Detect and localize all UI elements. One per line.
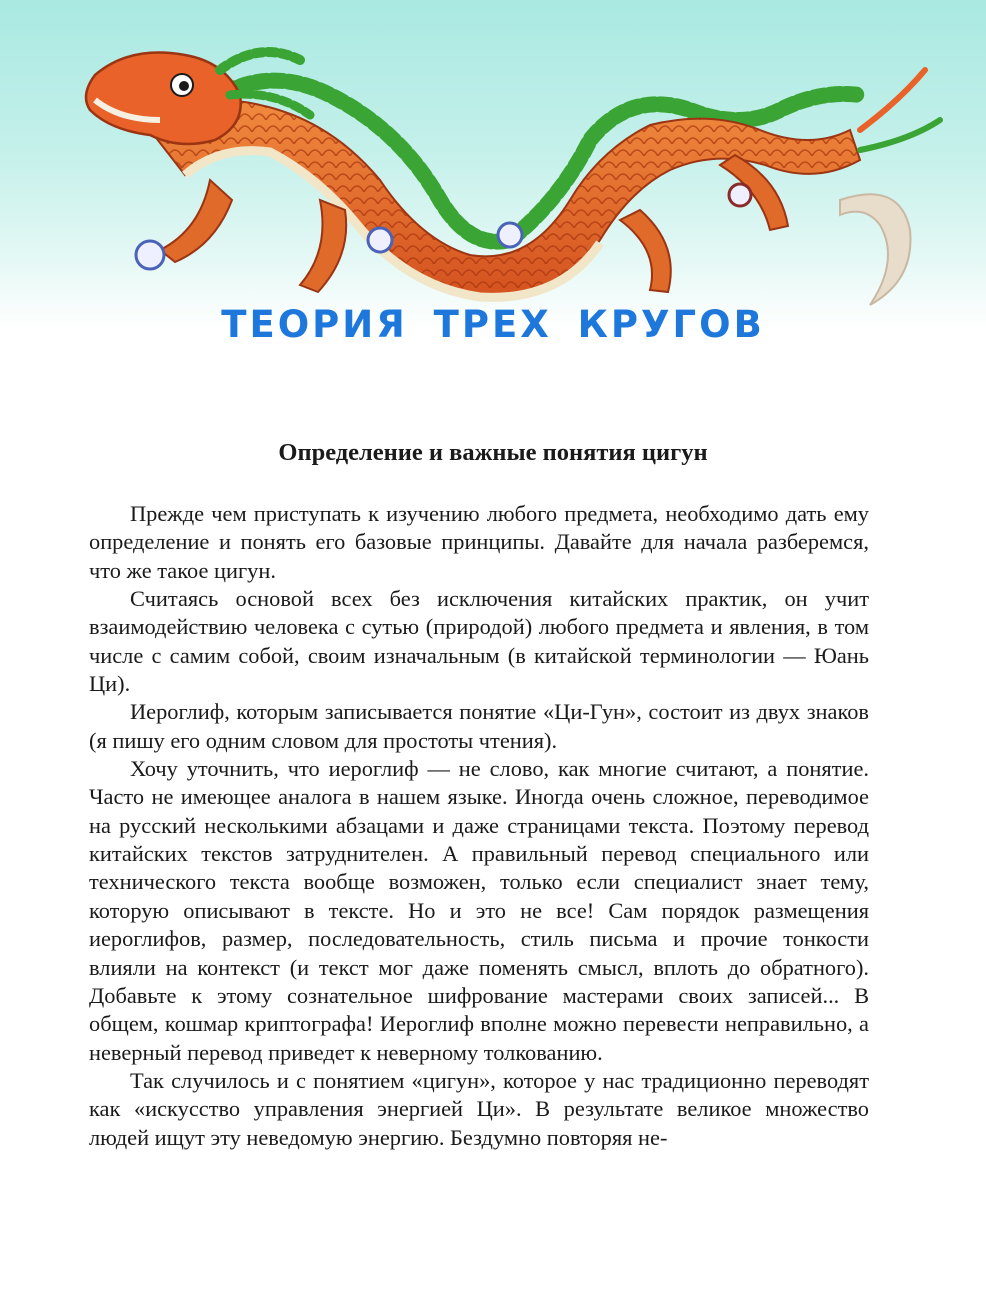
header-banner: [0, 0, 986, 330]
paragraph: Считаясь основой всех без исключения китайских практик, он учит взаимодействию человека с сутью (природой) любого предмета и явления, в том числе с самим собой, своим изначальным (в китайской терминологии — Юань Ци).: [89, 586, 869, 697]
chapter-title: ТЕОРИЯ ТРЕХ КРУГОВ: [221, 303, 765, 346]
paragraph: Так случилось и с понятием «цигун», которое у нас традиционно переводят как «искусство управления энергией Ци». В результате великое множество людей ищут эту неведомую энергию. Бездумно повторяя не-: [89, 1067, 869, 1150]
body-text: [89, 500, 869, 1152]
paragraph: Прежде чем приступать к изучению любого предмета, необходимо дать ему определение и понять его базовые принципы. Давайте для начала разберемся, что же такое цигун.: [89, 501, 869, 583]
paragraph: Хочу уточнить, что иероглиф — не слово, как многие считают, а понятие. Часто не имеющее аналога в нашем языке. Иногда очень сложное, переводимое на русский несколькими абзацами и даже страницами текста. Поэтому перевод китайских текстов затруднителен. А правильный перевод специального или технического текста вообще возможен, только если специалист знает тему, которую описывают в тексте. Но и это не все! Сам порядок размещения иероглифов, размер, последовательность, стиль письма и прочие тонкости влияли на контекст (и текст мог даже поменять смысл, вплоть до обратного). Добавьте к этому сознательное шифрование мастерами своих записей... В общем, кошмар криптографа! Иероглиф вполне можно перевести неправильно, а неверный перевод приведет к неверному толкованию.: [89, 756, 869, 1065]
paragraph: Иероглиф, которым записывается понятие «Ци-Гун», состоит из двух знаков (я пишу его одним словом для простоты чтения).: [89, 699, 869, 753]
section-title: Определение и важные понятия цигун: [278, 439, 708, 466]
dragon-mosaic-icon: [0, 0, 986, 330]
